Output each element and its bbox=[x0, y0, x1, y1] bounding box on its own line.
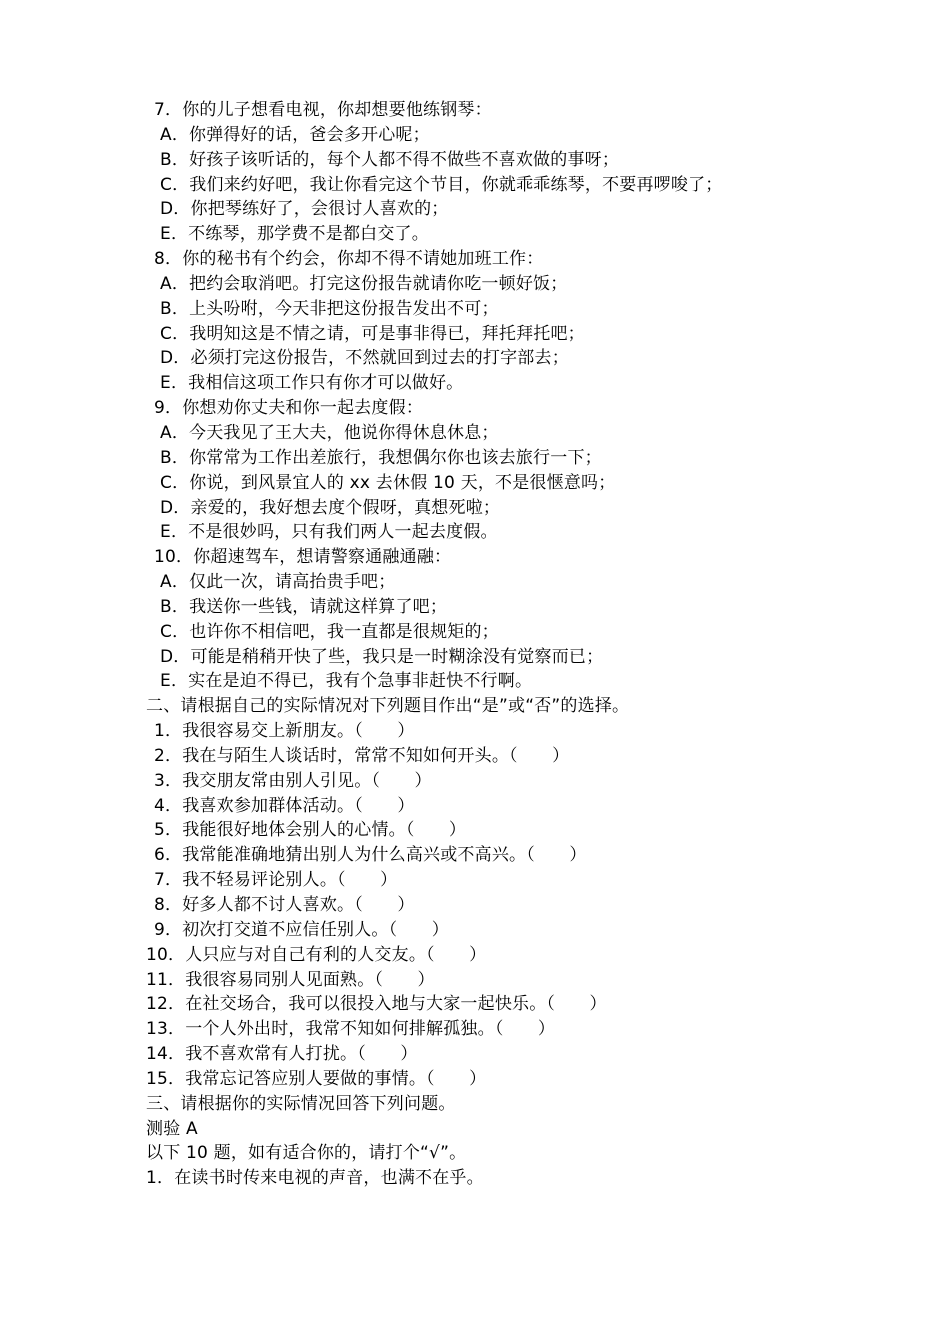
question-line: 2．我在与陌生人谈话时，常常不知如何开头。（ ） bbox=[154, 745, 570, 766]
question-line: 7．我不轻易评论别人。（ ） bbox=[154, 870, 398, 891]
question-line: 9．你想劝你丈夫和你一起去度假： bbox=[154, 398, 424, 419]
question-line: 1．我很容易交上新朋友。（ ） bbox=[154, 721, 415, 742]
question-line: 8．好多人都不讨人喜欢。（ ） bbox=[154, 895, 415, 915]
option-line: E．不是很妙吗，只有我们两人一起去度假。 bbox=[160, 522, 498, 543]
question-line: 8．你的秘书有个约会，你却不得不请她加班工作： bbox=[154, 249, 544, 270]
section-line: 测验 A bbox=[146, 1118, 198, 1139]
option-line: B．我送你一些钱，请就这样算了吧； bbox=[160, 596, 448, 617]
question-line: 14．我不喜欢常有人打扰。（ ） bbox=[146, 1044, 418, 1065]
option-line: B．你常常为工作出差旅行，我想偶尔你也该去旅行一下； bbox=[160, 447, 602, 468]
section-line: 以下 10 题，如有适合你的，请打个“√”。 bbox=[146, 1143, 467, 1164]
option-line: C．也许你不相信吧，我一直都是很规矩的； bbox=[160, 621, 499, 642]
question-line: 10．人只应与对自己有利的人交友。（ ） bbox=[146, 944, 487, 965]
question-line: 3．我交朋友常由别人引见。（ ） bbox=[154, 770, 432, 791]
option-line: E．我相信这项工作只有你才可以做好。 bbox=[160, 373, 464, 394]
question-line: 5．我能很好地体会别人的心情。（ ） bbox=[154, 820, 467, 841]
option-line: E．实在是迫不得已，我有个急事非赶快不行啊。 bbox=[160, 671, 533, 692]
option-line: A．今天我见了王大夫，他说你得休息休息； bbox=[160, 422, 499, 443]
option-line: A．仅此一次，请高抬贵手吧； bbox=[160, 572, 396, 593]
question-line: 7．你的儿子想看电视，你却想要他练钢琴： bbox=[154, 100, 492, 120]
option-line: C．我们来约好吧，我让你看完这个节目，你就乖乖练琴，不要再啰唆了； bbox=[160, 174, 723, 195]
document-page bbox=[146, 98, 926, 1191]
option-line: B．上头吩咐，今天非把这份报告发出不可； bbox=[160, 298, 499, 319]
option-line: E．不练琴，那学费不是都白交了。 bbox=[160, 224, 429, 245]
section-line: 二、请根据自己的实际情况对下列题目作出“是”或“否”的选择。 bbox=[146, 696, 630, 717]
option-line: D．亲爱的，我好想去度个假呀，真想死啦； bbox=[160, 497, 501, 518]
option-line: B．好孩子该听话的，每个人都不得不做些不喜欢做的事呀； bbox=[160, 149, 620, 170]
question-line: 11．我很容易同别人见面熟。（ ） bbox=[146, 969, 435, 990]
option-line: D．你把琴练好了，会很讨人喜欢的； bbox=[160, 199, 449, 220]
option-line: D．必须打完这份报告，不然就回到过去的打字部去； bbox=[160, 348, 569, 369]
option-line: A．你弹得好的话，爸会多开心呢； bbox=[160, 124, 430, 145]
option-line: A．把约会取消吧。打完这份报告就请你吃一顿好饭； bbox=[160, 273, 568, 294]
question-line: 13．一个人外出时，我常不知如何排解孤独。（ ） bbox=[146, 1019, 556, 1040]
option-line: C．你说，到风景宜人的 xx 去休假 10 天，不是很惬意吗； bbox=[160, 472, 616, 493]
question-line: 4．我喜欢参加群体活动。（ ） bbox=[154, 795, 415, 816]
question-line: 12．在社交场合，我可以很投入地与大家一起快乐。（ ） bbox=[146, 994, 607, 1015]
question-line: 9．初次打交道不应信任别人。（ ） bbox=[154, 919, 449, 940]
question-line: 15．我常忘记答应别人要做的事情。（ ） bbox=[146, 1068, 487, 1089]
option-line: D．可能是稍稍开快了些，我只是一时糊涂没有觉察而已； bbox=[160, 646, 604, 667]
question-line: 6．我常能准确地猜出别人为什么高兴或不高兴。（ ） bbox=[154, 845, 587, 866]
section-line: 1．在读书时传来电视的声音，也满不在乎。 bbox=[146, 1168, 484, 1189]
option-line: C．我明知这是不情之请，可是事非得已，拜托拜托吧； bbox=[160, 323, 585, 344]
section-line: 三、请根据你的实际情况回答下列问题。 bbox=[146, 1093, 456, 1114]
question-line: 10．你超速驾车，想请警察通融通融： bbox=[154, 547, 452, 568]
